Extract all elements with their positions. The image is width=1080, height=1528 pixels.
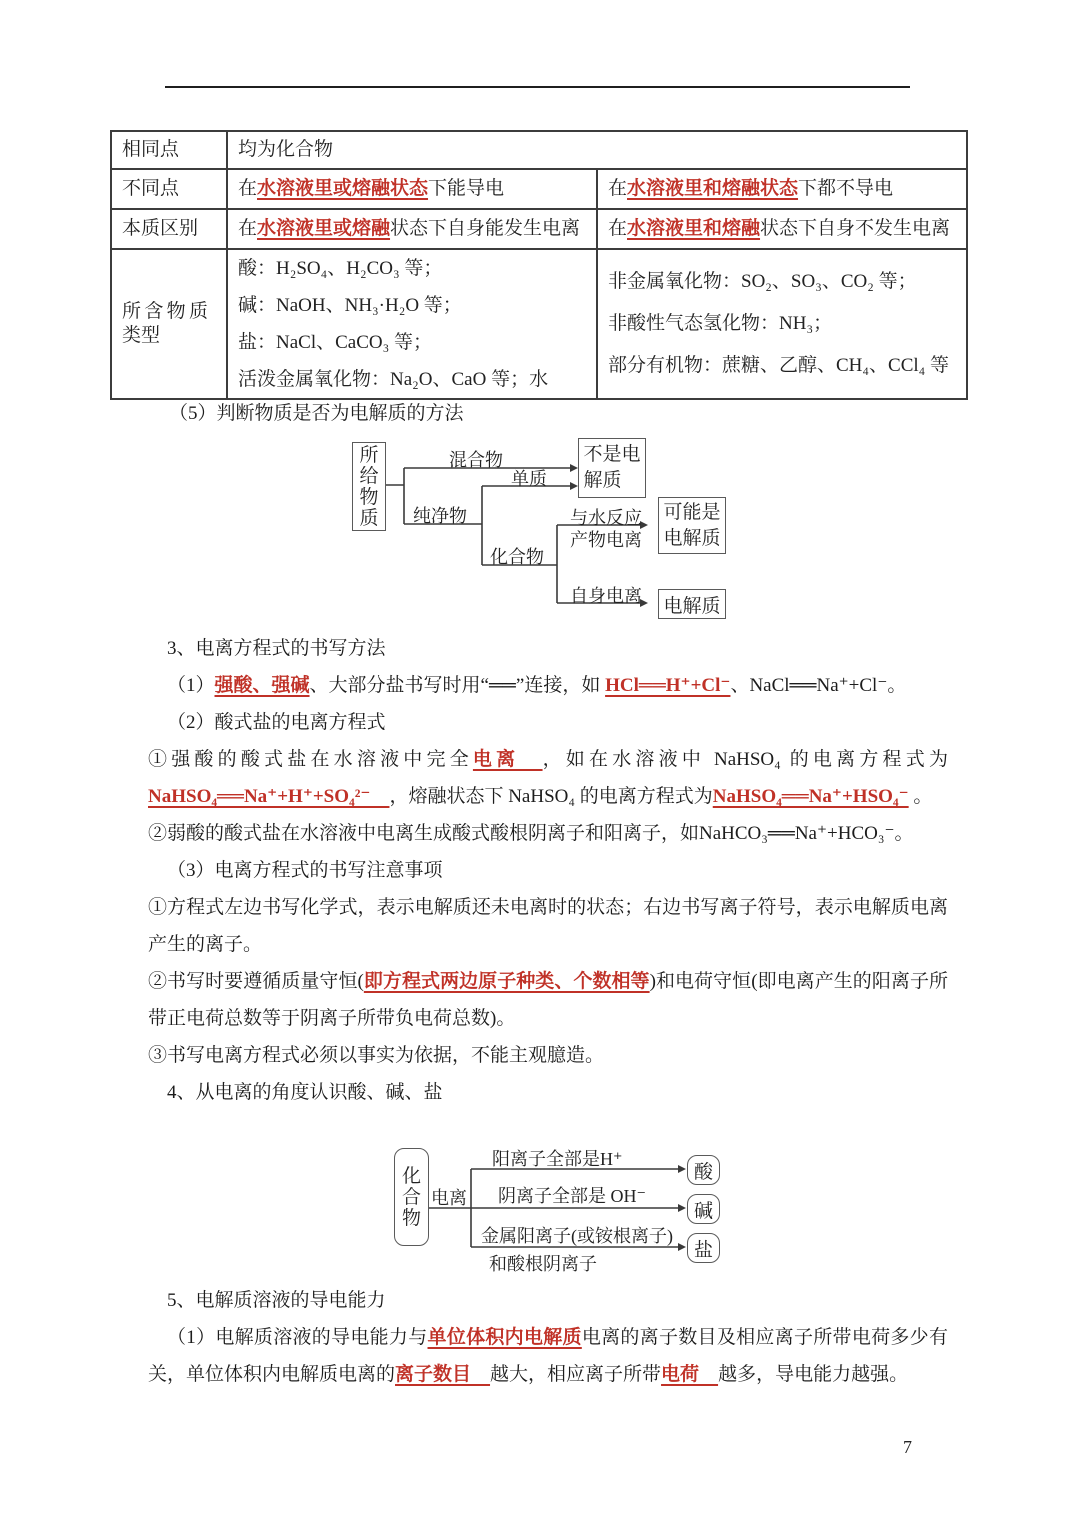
branch-label-water-react: 与水反应: [570, 508, 642, 528]
highlighted-text: 水溶液里和熔融: [627, 218, 761, 239]
text-segment: 越多，导电能力越强。: [718, 1364, 909, 1385]
table-cell: [227, 249, 597, 399]
branch-label-pure: 纯净物: [413, 506, 467, 526]
branch-label-mixture: 混合物: [449, 450, 503, 470]
highlighted-text: 水溶液里或熔融状态: [257, 178, 429, 199]
paragraph-2: （2）酸式盐的电离方程式: [167, 712, 386, 733]
heading-section-3: 3、电离方程式的书写方法: [167, 638, 386, 659]
text-line: 部分有机物：蔗糖、乙醇、CH₄、CCl₄ 等: [608, 355, 950, 376]
result-label: 碱: [693, 1200, 713, 1222]
result-box-electrolyte: [658, 589, 726, 619]
result-line: 可能是: [663, 501, 721, 523]
result-line: 解质: [583, 470, 622, 491]
row-label: 不同点: [111, 169, 227, 209]
branch-label-self-ionize: 自身电离: [570, 586, 642, 606]
text-line: 盐：NaCl、CaCO₃ 等；: [238, 332, 432, 353]
text-segment: （1）: [167, 675, 215, 696]
table-cell: 均为化合物: [227, 131, 967, 169]
highlighted-text: 单位体积内电解质: [427, 1327, 582, 1348]
header-rule: [165, 86, 910, 88]
table-cell: [597, 169, 967, 209]
text-segment: 在: [238, 218, 258, 239]
text-line: 酸：H₂SO₄、H₂CO₃ 等；: [238, 258, 443, 279]
table-row: [111, 209, 967, 249]
text-segment: 。: [908, 786, 933, 807]
highlighted-text: 水溶液里和熔融状态: [627, 178, 799, 199]
text-line: 非酸性气态氢化物：NH₃；: [608, 313, 833, 334]
row-label-line: 所含物质: [122, 301, 208, 322]
text-segment: （1）电解质溶液的导电能力与: [167, 1327, 428, 1348]
text-segment: 下都不导电: [798, 178, 894, 199]
text-segment: 状态下自身能发生电离: [390, 218, 581, 239]
row-label: 相同点: [111, 131, 227, 169]
paragraph-6: ①方程式左边书写化学式，表示电解质还未电离时的状态；右边书写离子符号，表示电解质电离产生的离子。: [148, 897, 948, 955]
row-label: [111, 249, 227, 399]
text-segment: 越大，相应离子所带: [490, 1364, 662, 1385]
result-box-salt: [687, 1233, 720, 1263]
text-segment: 状态下自身不发生电离: [760, 218, 951, 239]
row-label-line: 类型: [122, 325, 161, 346]
result-line: 电解质: [663, 595, 721, 617]
text-segment: 在: [608, 178, 628, 199]
text-segment: 在: [608, 218, 628, 239]
branch-label-base: 阴离子全部是 OH⁻: [498, 1186, 646, 1206]
source-box: [352, 442, 386, 531]
text-line: 非金属氧化物：SO₂、SO₃、CO₂ 等；: [608, 271, 917, 292]
text-segment: 、NaCl══Na⁺+Cl⁻。: [730, 675, 907, 696]
source-box-compound: [394, 1148, 429, 1246]
acid-base-salt-flowchart: [370, 1140, 750, 1280]
result-box-maybe-electrolyte: [658, 497, 726, 554]
heading-judge-method: （5）判断物质是否为电解质的方法: [169, 403, 464, 424]
branch-label-acid: 阳离子全部是H⁺: [492, 1149, 623, 1169]
paragraph-7: [148, 963, 948, 1037]
text-segment: 在: [238, 178, 258, 199]
text-segment: ，熔融状态下 NaHSO₄ 的电离方程式为: [389, 786, 713, 807]
section-5-text: [148, 1282, 948, 1393]
source-box-label: 所给物质: [359, 444, 379, 529]
line-label-ionize: 电离: [431, 1188, 467, 1208]
text-segment: 下能导电: [428, 178, 505, 199]
paragraph-4: ②弱酸的酸式盐在水溶液中电离生成酸式酸根阴离子和阳离子，如NaHCO₃══Na⁺+HCO₃⁻。: [148, 823, 914, 844]
branch-label-salt-bottom: 和酸根阴离子: [489, 1254, 597, 1274]
text-segment: ②书写时要遵循质量守恒(: [148, 971, 364, 992]
paragraph-3: [148, 741, 948, 815]
highlighted-text: 水溶液里或熔融: [257, 218, 391, 239]
paragraph-9: [148, 1319, 948, 1393]
paragraph-1: [148, 667, 948, 704]
text-segment: ①强酸的酸式盐在水溶液中完全: [148, 749, 473, 770]
text-segment: 电离的离子数目及相应离子所带电荷多少有关，单位体积内电解质电离的: [148, 1327, 948, 1385]
branch-label-compound: 化合物: [490, 547, 544, 567]
highlighted-text: 即方程式两边原子种类、个数相等: [363, 971, 650, 992]
table-cell: [227, 209, 597, 249]
text-segment: ，如在水溶液中 NaHSO₄ 的电离方程式为: [542, 749, 948, 770]
result-line: 不是电: [583, 444, 641, 465]
result-label: 酸: [693, 1161, 713, 1183]
paragraph-5: （3）电离方程式的书写注意事项: [167, 860, 443, 881]
result-box-acid: [687, 1155, 720, 1185]
table-row: [111, 169, 967, 209]
text-line: 活泼金属氧化物：Na₂O、CaO 等；水: [238, 369, 549, 390]
electrolyte-judgment-flowchart: [330, 425, 750, 625]
page-number: 7: [903, 1437, 912, 1457]
table-cell: [597, 209, 967, 249]
table-cell: [597, 249, 967, 399]
paragraph-8: ③书写电离方程式必须以事实为依据，不能主观臆造。: [148, 1045, 605, 1066]
substance-list: [238, 250, 586, 398]
text-segment: )和电荷守恒(即电离产生的阳离子所带正电荷总数等于阴离子所带负电荷总数)。: [148, 971, 948, 1029]
substance-list: [608, 250, 956, 398]
branch-label-element: 单质: [511, 469, 547, 489]
branch-label-salt-top: 金属阳离子(或铵根离子): [481, 1226, 673, 1246]
text-line: 碱：NaOH、NH₃·H₂O 等；: [238, 295, 462, 316]
heading-section-4: 4、从电离的角度认识酸、碱、盐: [167, 1082, 443, 1103]
text-segment: 、大部分盐书写时用“══”连接，如: [309, 675, 606, 696]
result-box-base: [687, 1194, 720, 1224]
highlighted-text: NaHSO₄══Na⁺+HSO₄⁻: [712, 786, 909, 807]
result-box-not-electrolyte: [578, 438, 646, 498]
section-3-text: [148, 630, 948, 1111]
highlighted-text: 电荷: [661, 1364, 719, 1385]
table-row: [111, 131, 967, 169]
table-row: [111, 249, 967, 399]
branch-label-product-ionize: 产物电离: [570, 530, 642, 550]
highlighted-text: HCl══H⁺+Cl⁻: [605, 675, 731, 696]
heading-section-5: 5、电解质溶液的导电能力: [167, 1290, 386, 1311]
result-label: 盐: [693, 1239, 713, 1261]
source-box-label: 化合物: [401, 1165, 421, 1229]
highlighted-text: NaHSO₄══Na⁺+H⁺+SO₄²⁻: [148, 786, 390, 807]
result-line: 电解质: [663, 527, 721, 549]
row-label: 本质区别: [111, 209, 227, 249]
table-cell: [227, 169, 597, 209]
highlighted-text: 离子数目: [395, 1364, 491, 1385]
highlighted-text: 电离: [472, 749, 543, 770]
comparison-table: [110, 130, 968, 400]
highlighted-text: 强酸、强碱: [214, 675, 310, 696]
